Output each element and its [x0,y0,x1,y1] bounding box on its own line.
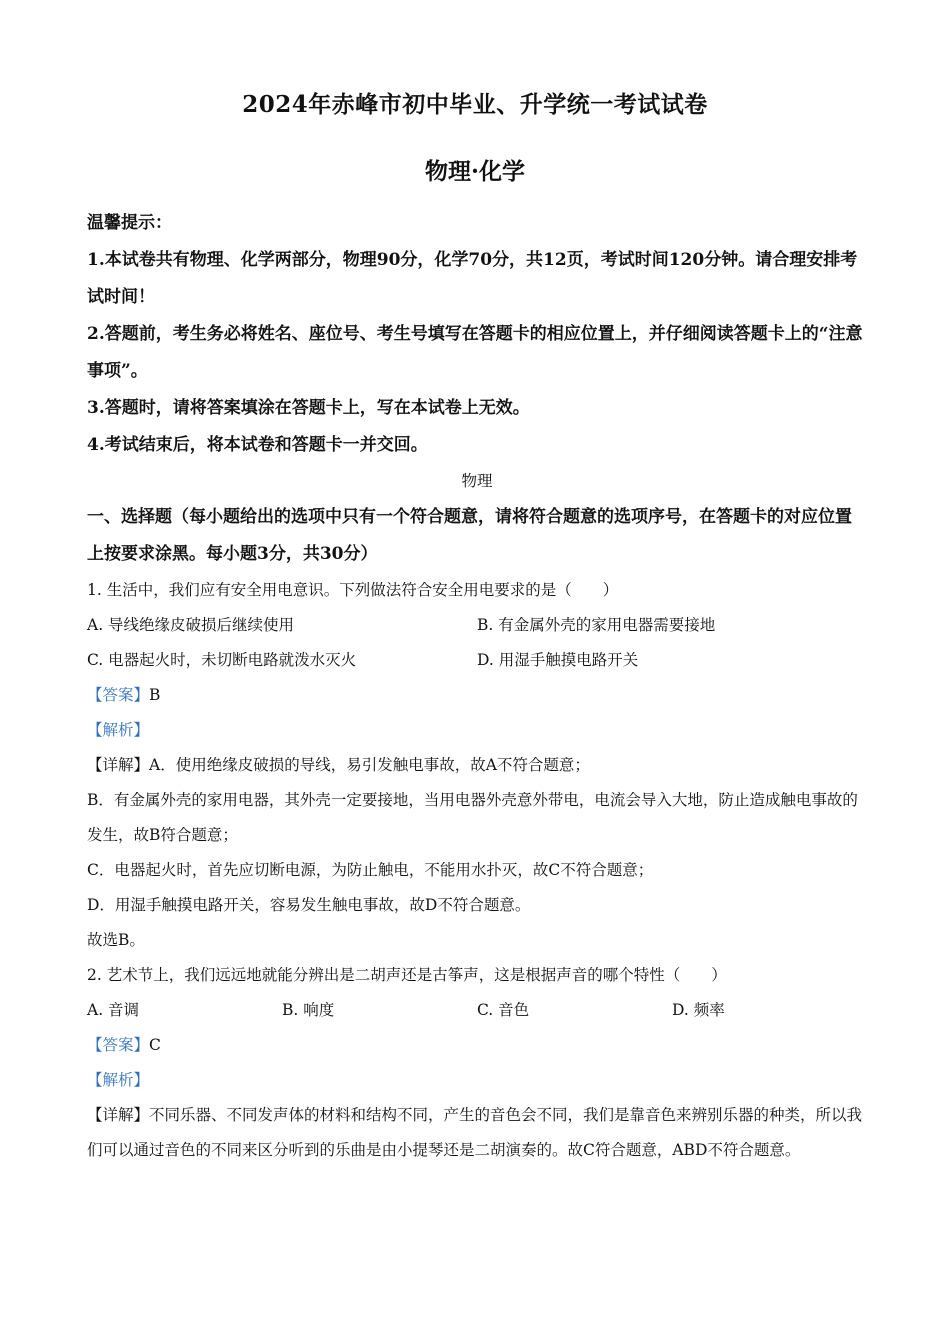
question-1-option-d: D. 用湿手触摸电路开关 [477,651,639,669]
question-2-answer [87,1028,867,1063]
question-1-answer-value: B [149,686,161,704]
tip-4: 4.考试结束后，将本试卷和答题卡一并交回。 [87,435,428,455]
exam-title: 2024年赤峰市初中毕业、升学统一考试试卷 [242,91,708,118]
question-1-options-row-2 [87,643,867,678]
question-2-option-a: A. 音调 [87,1001,140,1019]
question-1-detail-1 [87,748,867,783]
question-1-detail-3: C．电器起火时，首先应切断电源，为防止触电，不能用水扑灭，故C不符合题意； [87,861,654,879]
section-heading: 一、选择题（每小题给出的选项中只有一个符合题意，请将符合题意的选项序号，在答题卡的对应位置上按要求涂黑。每小题3分，共30分） [87,507,852,564]
detail-text: A．使用绝缘皮破损的导线，易引发触电事故，故A不符合题意； [149,756,590,774]
question-1-option-c: C. 电器起火时，未切断电路就泼水灭火 [87,651,357,669]
question-1-conclusion: 故选B。 [87,931,145,949]
question-1-answer [87,678,867,713]
question-1-analysis-label: 【解析】 [87,721,150,739]
question-2-option-c: C. 音色 [477,1001,530,1019]
detail-label: 【详解】 [87,1106,150,1124]
question-2-analysis-label: 【解析】 [87,1071,150,1089]
question-2-stem: 2. 艺术节上，我们远远地就能分辨出是二胡声还是古筝声，这是根据声音的哪个特性（ ） [87,966,727,984]
question-1-stem: 1. 生活中，我们应有安全用电意识。下列做法符合安全用电要求的是（ ） [87,581,619,599]
exam-subject: 物理·化学 [424,158,525,185]
detail-label: 【详解】 [87,756,150,774]
section-name: 物理 [461,472,493,490]
question-2-option-b: B. 响度 [282,1001,335,1019]
question-1-option-b: B. 有金属外壳的家用电器需要接地 [477,616,716,634]
detail-text: 不同乐器、不同发声体的材料和结构不同，产生的音色会不同，我们是靠音色来辨别乐器的种类，所以我们可以通过音色的不同来区分听到的乐曲是由小提琴还是二胡演奏的。故C符合题意，ABD不符合题意。 [87,1106,863,1159]
question-2-answer-value: C [149,1036,161,1054]
tip-1: 1.本试卷共有物理、化学两部分，物理90分，化学70分，共12页，考试时间120分钟。请合理安排考试时间！ [87,250,858,307]
tips-heading: 温馨提示： [87,213,172,233]
question-1-detail-2: B．有金属外壳的家用电器，其外壳一定要接地，当用电器外壳意外带电，电流会导入大地，防止造成触电事故的发生，故B符合题意； [87,791,858,844]
answer-label: 【答案】 [87,1036,150,1054]
question-1-options-row-1 [87,608,867,643]
tip-3: 3.答题时，请将答案填涂在答题卡上，写在本试卷上无效。 [87,398,530,418]
tip-2: 2.答题前，考生务必将姓名、座位号、考生号填写在答题卡的相应位置上，并仔细阅读答题卡上的“注意事项”。 [87,324,863,381]
question-1-detail-4: D．用湿手触摸电路开关，容易发生触电事故，故D不符合题意。 [87,896,531,914]
answer-label: 【答案】 [87,686,150,704]
question-2-option-d: D. 频率 [672,1001,725,1019]
question-2-detail-1 [87,1098,867,1168]
question-2-options-row [87,993,867,1028]
question-1-option-a: A. 导线绝缘皮破损后继续使用 [87,616,295,634]
exam-content [87,205,867,1168]
